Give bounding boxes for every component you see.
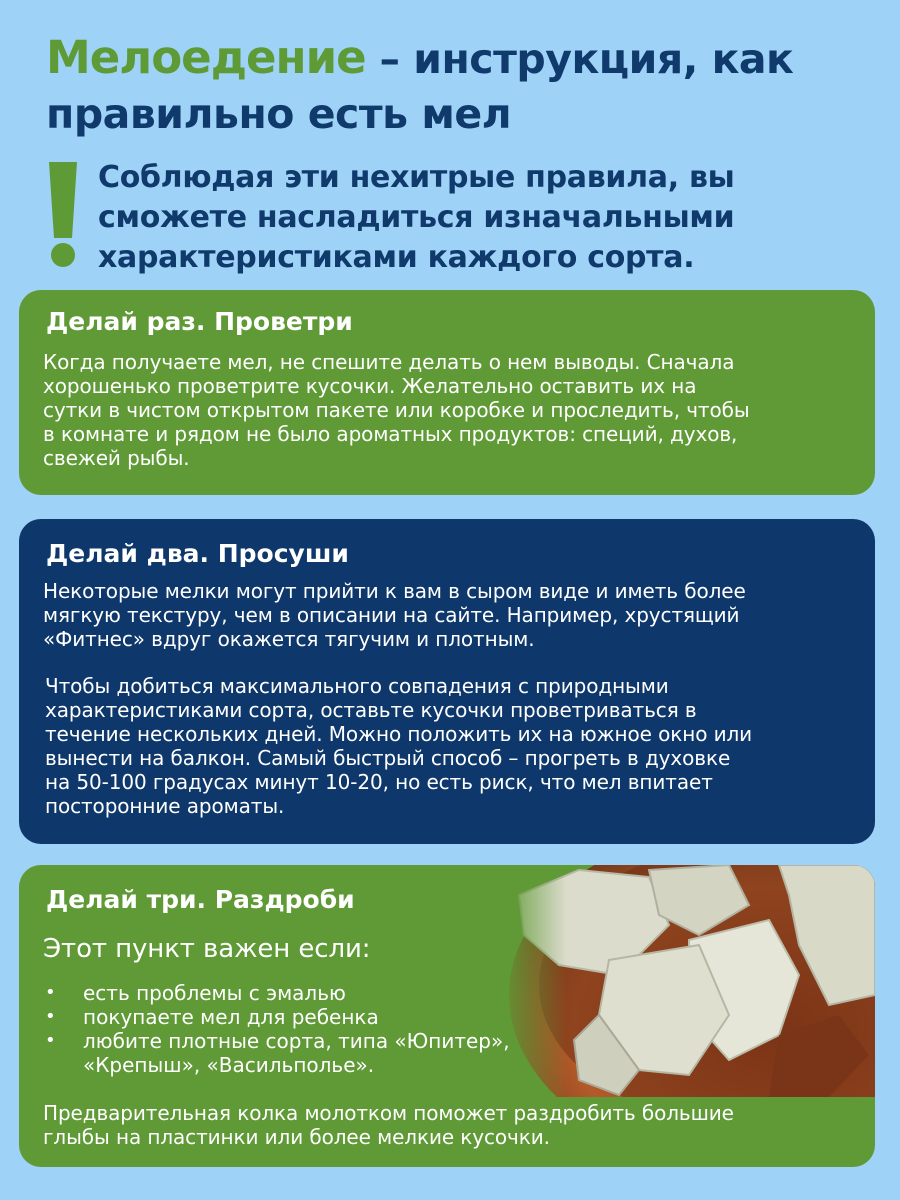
step-subtitle: Этот пункт важен если: <box>43 934 371 964</box>
list-item-text: любите плотные сорта, типа «Юпитер», <box>83 1029 510 1053</box>
title-accent: Мелоедение <box>46 31 366 84</box>
chalk-photo <box>499 865 875 1097</box>
text-line: сутки в чистом открытом пакете или коробке и проследить, чтобы <box>43 398 750 422</box>
text-line: течение нескольких дней. Можно положить их на южное окно или <box>45 722 753 746</box>
list-item <box>43 1005 510 1029</box>
title-rest: – инструкция, как <box>365 35 794 83</box>
list-item-text: есть проблемы с эмалью <box>83 981 346 1005</box>
bullet-icon: • <box>45 1030 56 1051</box>
text-line: Некоторые мелки могут прийти к вам в сыром виде и иметь более <box>43 579 746 603</box>
intro-line: характеристиками каждого сорта. <box>98 240 695 275</box>
title-line-2: правильно есть мел <box>46 90 512 138</box>
condition-list <box>43 981 510 1077</box>
step-text <box>43 350 750 470</box>
text-line: мягкую текстуру, чем в описании на сайте. Например, хрустящий <box>43 603 740 627</box>
text-line: характеристиками сорта, оставьте кусочки проветриваться в <box>45 698 697 722</box>
title-line-1 <box>46 30 886 87</box>
bullet-icon: • <box>45 1006 56 1027</box>
list-item <box>43 981 510 1005</box>
step-card-air <box>19 290 875 495</box>
text-line: на 50-100 градусах минут 10-20, но есть риск, что мел впитает <box>45 770 713 794</box>
exclamation-icon <box>46 160 80 268</box>
step-card-crush <box>19 865 875 1167</box>
text-line: посторонние ароматы. <box>45 794 285 818</box>
list-item <box>43 1029 510 1053</box>
text-line: глыбы на пластинки или более мелкие кусочки. <box>43 1125 550 1149</box>
intro-text <box>98 158 888 278</box>
text-line: «Фитнес» вдруг окажется тягучим и плотным. <box>43 627 535 651</box>
step-text-para-1 <box>43 579 746 651</box>
bullet-icon: • <box>45 982 56 1003</box>
intro-line: Соблюдая эти нехитрые правила, вы <box>98 160 735 195</box>
step-title: Делай раз. Проветри <box>46 307 353 336</box>
text-line: свежей рыбы. <box>43 446 190 470</box>
text-line: хорошенько проветрите кусочки. Желательно оставить их на <box>43 374 697 398</box>
text-line: в комнате и рядом не было ароматных продуктов: специй, духов, <box>43 422 738 446</box>
list-item <box>43 1053 510 1077</box>
text-line: вынести на балкон. Самый быстрый способ – прогреть в духовке <box>45 746 731 770</box>
step-title: Делай два. Просуши <box>46 539 349 568</box>
list-item-text: «Крепыш», «Васильполье». <box>83 1053 375 1077</box>
page-title <box>46 30 886 142</box>
step-text <box>43 1101 734 1149</box>
text-line: Когда получаете мел, не спешите делать о нем выводы. Сначала <box>43 350 735 374</box>
text-line: Предварительная колка молотком поможет раздробить большие <box>43 1101 734 1125</box>
list-item-text: покупаете мел для ребенка <box>83 1005 379 1029</box>
intro-line: сможете насладиться изначальными <box>98 200 735 235</box>
step-card-dry <box>19 519 875 844</box>
step-title: Делай три. Раздроби <box>46 885 355 914</box>
step-text-para-2 <box>45 674 752 818</box>
text-line: Чтобы добиться максимального совпадения с природными <box>45 674 669 698</box>
